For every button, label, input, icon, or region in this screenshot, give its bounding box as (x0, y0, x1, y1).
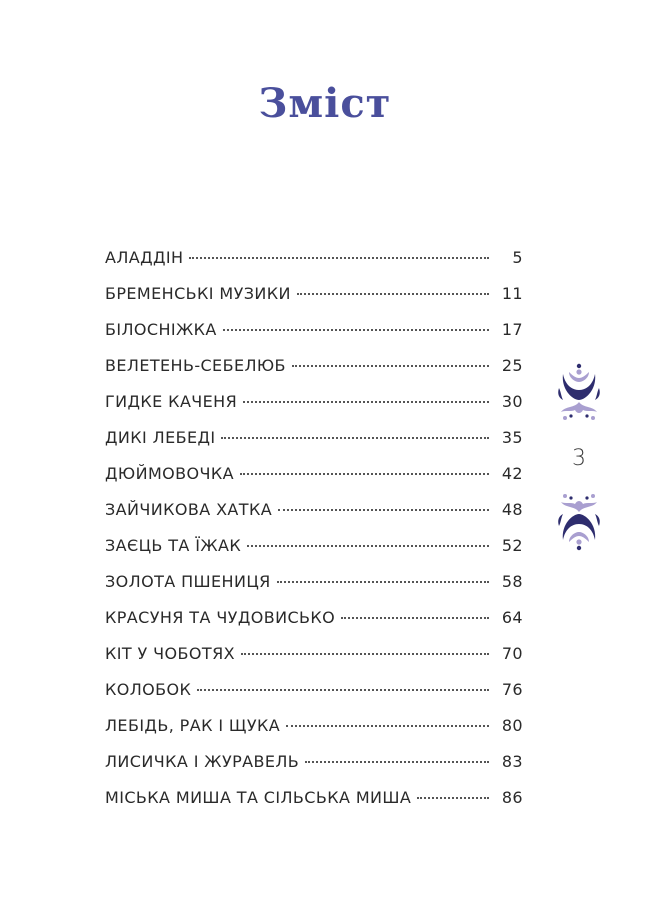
toc-leader-dots (240, 473, 489, 475)
toc-entry[interactable] (105, 464, 523, 500)
toc-entry[interactable] (105, 356, 523, 392)
toc-entry[interactable] (105, 716, 523, 752)
toc-entry-page: 5 (512, 248, 523, 267)
toc-entry-page: 52 (501, 536, 523, 555)
toc-entry-title: ЗОЛОТА ПШЕНИЦЯ (105, 572, 271, 591)
toc-entry[interactable] (105, 572, 523, 608)
toc-entry-page: 83 (501, 752, 523, 771)
toc-entry-title: БРЕМЕНСЬКІ МУЗИКИ (105, 284, 291, 303)
toc-leader-dots (305, 761, 489, 763)
toc-entry[interactable] (105, 248, 523, 284)
toc-entry[interactable] (105, 500, 523, 536)
toc-leader-dots (243, 401, 489, 403)
folk-crescent-ornament-icon (555, 360, 603, 426)
toc-entry-page: 42 (501, 464, 523, 483)
toc-leader-dots (277, 581, 489, 583)
toc-entry[interactable] (105, 536, 523, 572)
toc-leader-dots (241, 653, 489, 655)
toc-leader-dots (292, 365, 489, 367)
toc-leader-dots (189, 257, 489, 259)
toc-entry-title: ЗАЄЦЬ ТА ЇЖАК (105, 536, 242, 555)
toc-entry-page: 86 (501, 788, 523, 807)
toc-entry-page: 30 (501, 392, 523, 411)
toc-entry-title: ЗАЙЧИКОВА ХАТКА (105, 500, 273, 519)
toc-entry-title: БІЛОСНІЖКА (105, 320, 217, 339)
toc-entry[interactable] (105, 788, 523, 824)
toc-entry-page: 48 (501, 500, 523, 519)
page-title: Зміст (258, 80, 392, 127)
toc-entry-page: 58 (501, 572, 523, 591)
toc-entry-title: ВЕЛЕТЕНЬ-СЕБЕЛЮБ (105, 356, 286, 375)
toc-entry-page: 80 (501, 716, 523, 735)
toc-entry-page: 64 (501, 608, 523, 627)
toc-entry-title: ГИДКЕ КАЧЕНЯ (105, 392, 238, 411)
toc-entry[interactable] (105, 608, 523, 644)
toc-entry-title: АЛАДДІН (105, 248, 184, 267)
toc-leader-dots (417, 797, 489, 799)
toc-entry[interactable] (105, 284, 523, 320)
page-number: 3 (572, 446, 586, 471)
toc-leader-dots (286, 725, 489, 727)
toc-entry-title: ЛЕБІДЬ, РАК І ЩУКА (105, 716, 281, 735)
toc-entry-title: ДИКІ ЛЕБЕДІ (105, 428, 216, 447)
toc-leader-dots (197, 689, 489, 691)
toc-entry-title: ДЮЙМОВОЧКА (105, 464, 234, 483)
toc-entry[interactable] (105, 644, 523, 680)
toc-leader-dots (221, 437, 489, 439)
toc-entry-title: МІСЬКА МИША ТА СІЛЬСЬКА МИША (105, 788, 412, 807)
toc-entry[interactable] (105, 428, 523, 464)
toc-entry-title: КРАСУНЯ ТА ЧУДОВИСЬКО (105, 608, 336, 627)
toc-entry-title: КІТ У ЧОБОТЯХ (105, 644, 235, 663)
toc-entry-page: 76 (501, 680, 523, 699)
table-of-contents (105, 248, 523, 824)
toc-leader-dots (247, 545, 489, 547)
folk-crescent-ornament-flipped-icon (555, 488, 603, 554)
toc-leader-dots (297, 293, 489, 295)
toc-entry-page: 17 (501, 320, 523, 339)
toc-leader-dots (278, 509, 489, 511)
toc-entry-title: КОЛОБОК (105, 680, 192, 699)
toc-entry-page: 35 (501, 428, 523, 447)
toc-entry-page: 25 (501, 356, 523, 375)
toc-entry[interactable] (105, 680, 523, 716)
toc-entry[interactable] (105, 392, 523, 428)
toc-entry[interactable] (105, 752, 523, 788)
toc-entry-page: 11 (501, 284, 523, 303)
toc-leader-dots (341, 617, 489, 619)
toc-entry[interactable] (105, 320, 523, 356)
toc-entry-title: ЛИСИЧКА І ЖУРАВЕЛЬ (105, 752, 300, 771)
toc-leader-dots (223, 329, 489, 331)
toc-entry-page: 70 (501, 644, 523, 663)
